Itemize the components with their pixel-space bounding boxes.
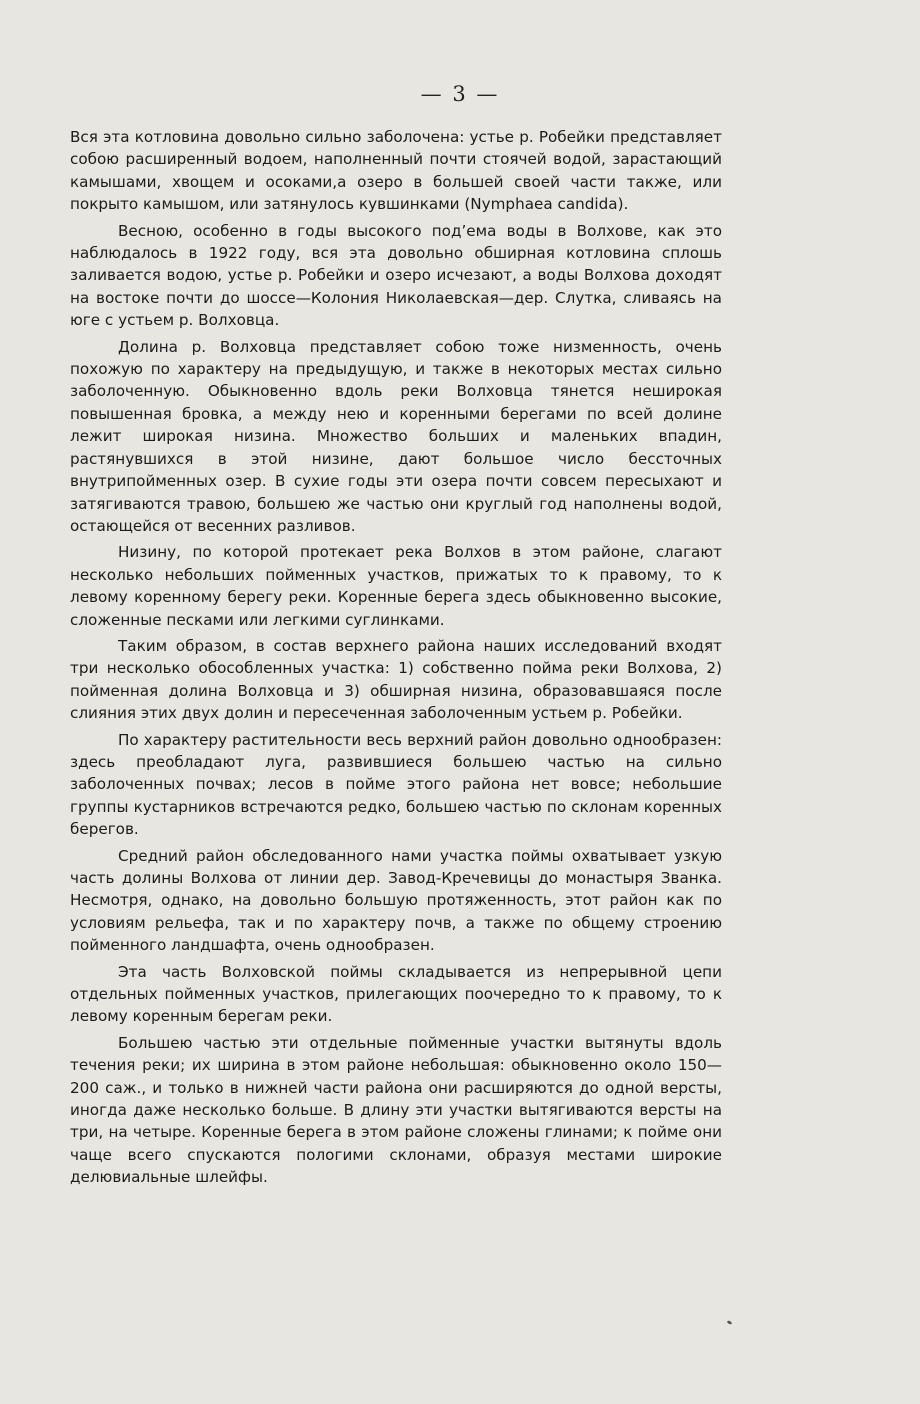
page-number: — 3 — [420,82,500,106]
paragraph-2: Весною, особенно в годы высокого под’ема воды в Волхове, как это наблюдалось в 1922 году, вся эта довольно обширная котловина сплошь заливается водою, устье р. Робейки и озеро исчезают, а воды Волхова доходят на востоке почти до шоссе—Колония Николаевская—дер. Слутка, сливаясь на юге с устьем р. Волховца. [70,221,722,330]
paragraph-4: Низину, по которой протекает река Волхов в этом районе, слагают несколько небольших пойменных участков, прижатых то к правому, то к левому коренному берегу реки. Коренные берега здесь обыкновенно высокие, сложенные песками или легкими суглинками. [70,543,722,629]
paragraph-7: Средний район обследованного нами участка поймы охватывает узкую часть долины Волхова от линии дер. Завод-Кречевицы до монастыря Званка. Несмотря, однако, на довольно большую протяженность, этот район как по условиям рельефа, так и по характеру почв, а также по общему строению пойменного ландшафта, очень однообразен. [70,846,722,955]
body-text [70,126,722,1189]
paragraph-6: По характеру растительности весь верхний район довольно однообразен: здесь преобладают луга, развившиеся большею частью на сильно заболоченных почвах; лесов в пойме этого района нет вовсе; небольшие группы кустарников встречаются редко, большею частью по склонам коренных берегов. [70,730,722,839]
paragraph-3: Долина р. Волховца представляет собою тоже низменность, очень похожую по характеру на предыдущую, и также в некоторых местах сильно заболоченную. Обыкновенно вдоль реки Волховца тянется неширокая повышенная бровка, а между нею и коренными берегами по всей долине лежит широкая низина. Множество больших и маленьких впадин, растянувшихся в этой низине, дают большое число бессточных внутрипойменных озер. В сухие годы эти озера почти совсем пересыхают и затягиваются травою, большею же частью они круглый год наполнены водой, остающейся от весенних разливов. [70,337,722,535]
ink-speck [727,1320,733,1325]
paragraph-9: Большею частью эти отдельные пойменные участки вытянуты вдоль течения реки; их ширина в этом районе небольшая: обыкновенно около 150—200 саж., и только в нижней части района они расширяются до одной версты, иногда даже несколько больше. В длину эти участки вытягиваются версты на три, на четыре. Коренные берега в этом районе сложены глинами; к пойме они чаще всего спускаются пологими склонами, образуя местами широкие делювиальные шлейфы. [70,1033,722,1187]
paragraph-8: Эта часть Волховской поймы складывается из непрерывной цепи отдельных пойменных участков, прилегающих поочередно то к правому, то к левому коренным берегам реки. [70,962,722,1026]
paragraph-5: Таким образом, в состав верхнего района наших исследований входят три несколько обособленных участка: 1) собственно пойма реки Волхова, 2) пойменная долина Волховца и 3) обширная низина, образовавшаяся после слияния этих двух долин и пересеченная заболоченным устьем р. Робейки. [70,636,722,723]
paragraph-1: Вся эта котловина довольно сильно заболочена: устье р. Робейки представляет собою расширенный водоем, наполненный почти стоячей водой, зарастающий камышами, хвощем и осоками,а озеро в большей своей части также, или покрыто камышом, или затянулось кувшинками (Nymphaea candida). [70,128,722,214]
